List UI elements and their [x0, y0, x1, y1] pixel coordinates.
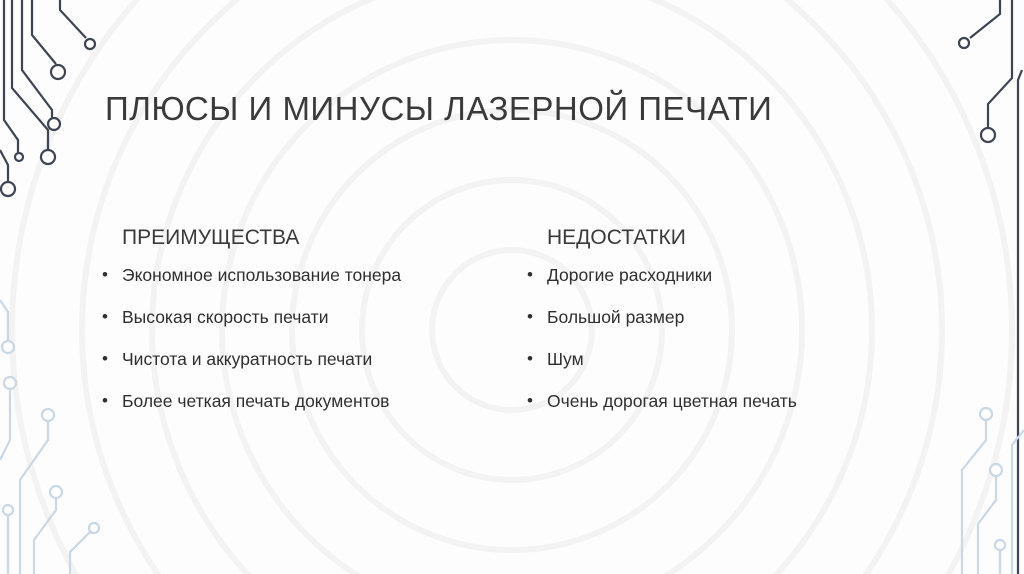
list-item-text: Чистота и аккуратность печати	[122, 349, 373, 369]
list-item	[102, 264, 502, 306]
list-item-text: Экономное использование тонера	[122, 265, 402, 285]
circuit-bottom-left	[0, 300, 99, 574]
bullet-icon: •	[527, 349, 533, 368]
bullet-icon: •	[527, 265, 533, 284]
circuit-top-left	[0, 0, 95, 196]
disadvantages-column	[527, 226, 927, 432]
bullet-icon: •	[527, 391, 533, 410]
list-item	[527, 264, 927, 306]
list-item	[527, 306, 927, 348]
list-item	[527, 348, 927, 390]
circuit-bottom-right	[962, 408, 1024, 574]
list-item-text: Высокая скорость печати	[122, 307, 329, 327]
list-item-text: Шум	[547, 349, 584, 369]
list-item-text: Большой размер	[547, 307, 685, 327]
disadvantages-heading: НЕДОСТАТКИ	[547, 226, 686, 249]
advantages-column	[102, 226, 502, 432]
list-item-text: Более четкая печать документов	[122, 391, 390, 411]
bullet-icon: •	[102, 391, 108, 410]
list-item-text: Дорогие расходники	[547, 265, 713, 285]
bullet-icon: •	[102, 307, 108, 326]
bullet-icon: •	[102, 349, 108, 368]
list-item-text: Очень дорогая цветная печать	[547, 391, 797, 411]
advantages-list	[102, 264, 502, 432]
list-item	[102, 348, 502, 390]
list-item	[527, 390, 927, 432]
advantages-heading: ПРЕИМУЩЕСТВА	[122, 226, 300, 249]
slide-title: ПЛЮСЫ И МИНУСЫ ЛАЗЕРНОЙ ПЕЧАТИ	[105, 90, 773, 127]
disadvantages-list	[527, 264, 927, 432]
list-item	[102, 390, 502, 432]
bullet-icon: •	[102, 265, 108, 284]
bullet-icon: •	[527, 307, 533, 326]
list-item	[102, 306, 502, 348]
